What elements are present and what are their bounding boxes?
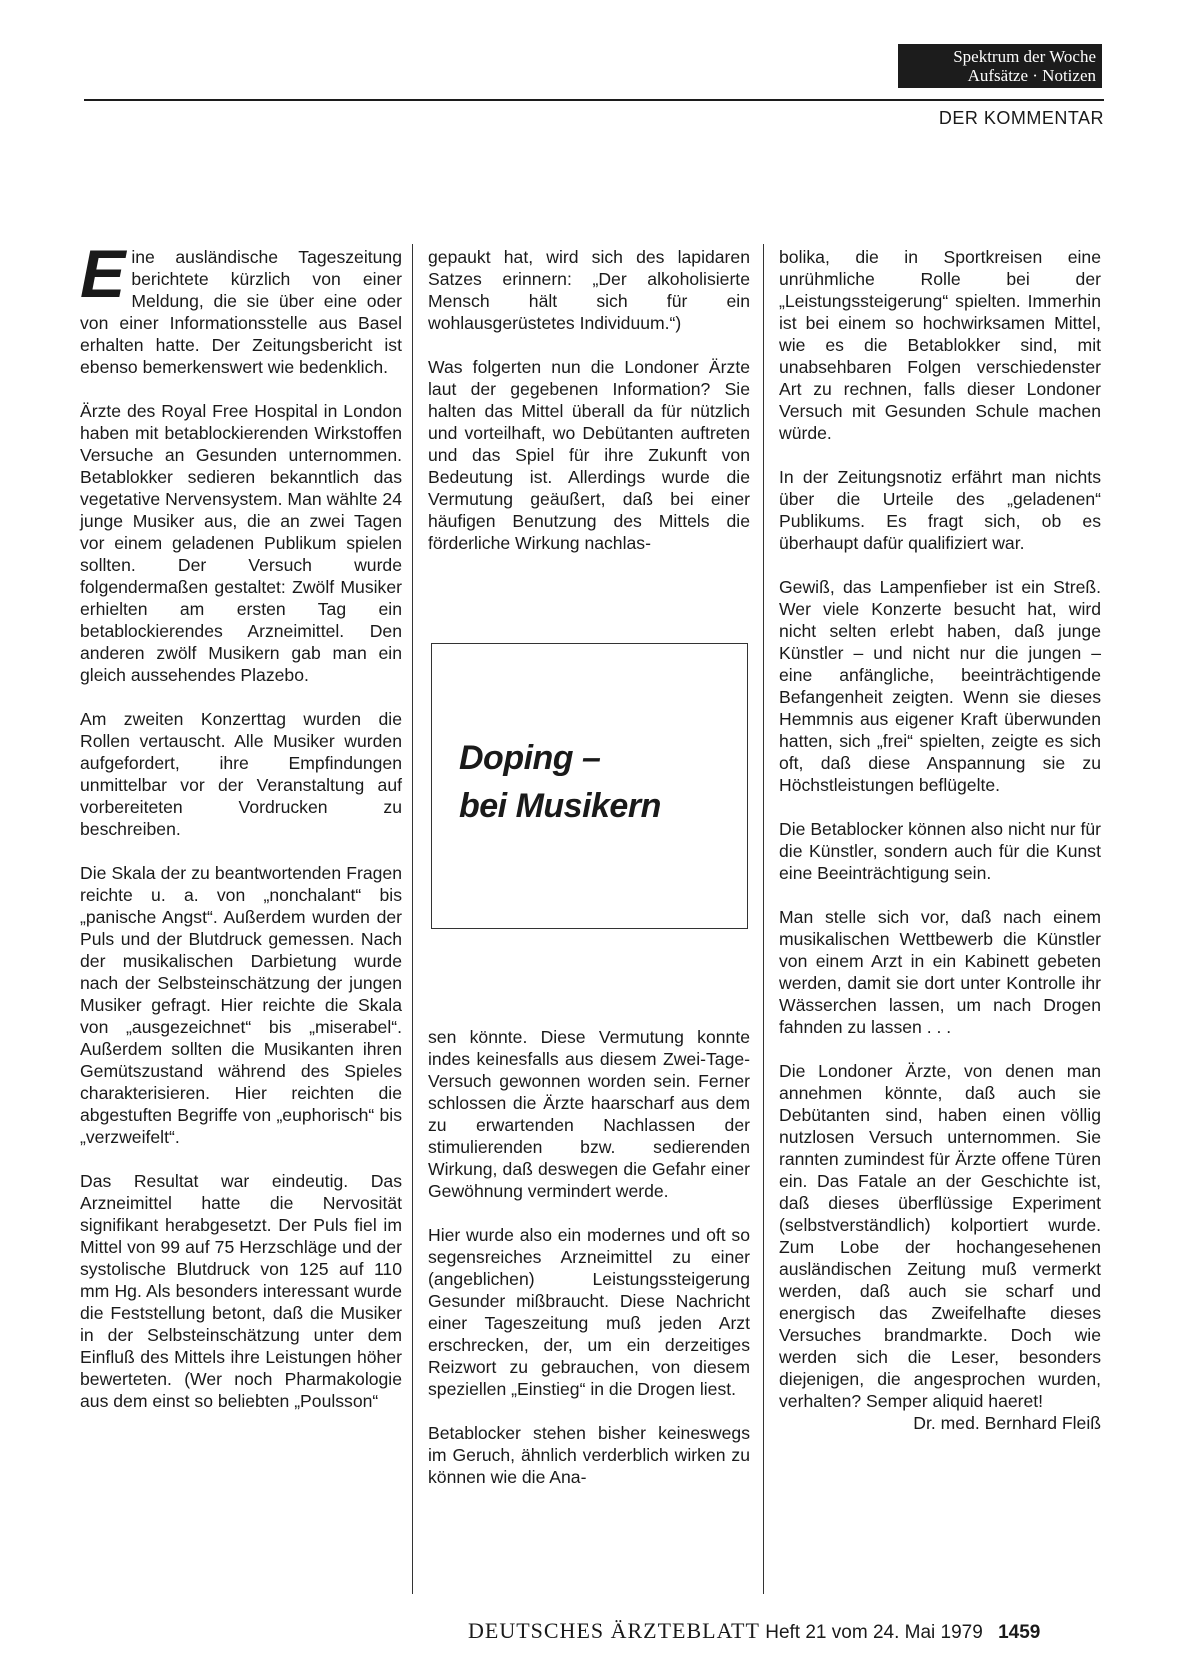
paragraph: bolika, die in Sportkreisen eine unrühmliche Rolle bei der „Leistungssteigerung“ spielten. Immerhin ist bei einem so hochwirksamen Mittel, wie es die Betablokker sind, mit unabsehbaren Folgen verschiedenster Art zu rechnen, falls dieser Londoner Versuch mit Gesunden Schule machen würde. xyxy=(779,247,1101,443)
section-badge xyxy=(898,44,1102,88)
article-column-2-top xyxy=(428,246,750,576)
badge-line-1: Spektrum der Woche xyxy=(953,47,1096,66)
paragraph: Betablocker stehen bisher keineswegs im Geruch, ähnlich verderblich wirken zu können wie die Ana- xyxy=(428,1423,750,1487)
paragraph: gepaukt hat, wird sich des lapidaren Satzes erinnern: „Der alkoholisierte Mensch hält sich für ein wohlausgerüstetes Individuum.“) xyxy=(428,247,750,333)
journal-name: DEUTSCHES ÄRZTEBLATT xyxy=(468,1618,760,1643)
article-title-box xyxy=(431,643,748,929)
paragraph: Was folgerten nun die Londoner Ärzte laut der gegebenen Information? Sie halten das Mittel überall da für nützlich und vorteilhaft, wo Debütanten auftreten und das Spiel für ihre Zukunft von Bedeutung ist. Allerdings wurde die Vermutung geäußert, daß bei einer häufigen Benutzung des Mittels die förderliche Wirkung nachlas- xyxy=(428,357,750,553)
article-column-1 xyxy=(80,236,402,1434)
column-divider xyxy=(763,244,764,1594)
article-column-3 xyxy=(779,246,1101,1456)
section-label: DER KOMMENTAR xyxy=(938,108,1104,128)
paragraph: Die Betablocker können also nicht nur für die Künstler, sondern auch für die Kunst eine Beeinträchtigung sein. xyxy=(779,819,1101,883)
paragraph: Die Skala der zu beantwortenden Fragen reichte u. a. von „nonchalant“ bis „panische Angst“. Außerdem wurden der Puls und der Blutdruck gemessen. Nach der musikalischen Darbietung wurde nach der Selbsteinschätzung der jungen Musiker gefragt. Hier reichte die Skala von „ausgezeichnet“ bis „miserabel“. Außerdem sollten die Musikanten ihren Gemütszustand während des Spieles charakterisieren. Hier reichten die abgestuften Begriffe von „euphorisch“ bis „verzweifelt“. xyxy=(80,863,402,1147)
paragraph: Am zweiten Konzerttag wurden die Rollen vertauscht. Alle Musiker wurden aufgefordert, ihre Empfindungen unmittelbar vor der Veranstaltung auf vorbereiteten Vordrucken zu beschreiben. xyxy=(80,709,402,839)
paragraph: sen könnte. Diese Vermutung konnte indes keinesfalls aus diesem Zwei-Tage-Versuch gewonnen worden sein. Ferner schlossen die Ärzte haarscharf aus dem zu erwartenden Nachlassen der stimulierenden bzw. sedierenden Wirkung, daß deswegen die Gefahr einer Gewöhnung vermindert werde. xyxy=(428,1027,750,1201)
drop-cap: E xyxy=(80,236,126,312)
article-column-2-bottom xyxy=(428,1026,750,1510)
paragraph: Eine ausländische Tageszeitung berichtete kürzlich von einer Meldung, die sie über eine oder von einer Informationsstelle aus Basel erhalten hatte. Der Zeitungsbericht ist ebenso bemerkenswert wie bedenklich. xyxy=(80,236,402,377)
page-number: 1459 xyxy=(998,1622,1041,1643)
page-footer xyxy=(468,1618,1040,1644)
article-title xyxy=(459,734,661,830)
title-line-1: Doping – xyxy=(459,739,601,777)
badge-line-2: Aufsätze · Notizen xyxy=(967,66,1096,85)
paragraph: Die Londoner Ärzte, von denen man annehmen könnte, daß auch sie Debütanten sind, haben einen völlig nutzlosen Versuch unternommen. Sie rannten zumindest für Ärzte offene Türen ein. Das Fatale an der Geschichte ist, daß dieses überflüssige Experiment (selbstverständlich) kolportiert wurde. Zum Lobe der hochangesehenen ausländischen Zeitung muß vermerkt werden, daß auch sie scharf und energisch das Zweifelhafte dieses Versuches brandmarkte. Doch wie werden sich die Leser, besonders diejenigen, die angesprochen wurden, verhalten? Semper aliquid haeret! xyxy=(779,1061,1101,1411)
title-line-2: bei Musikern xyxy=(459,787,661,825)
paragraph: Das Resultat war eindeutig. Das Arzneimittel hatte die Nervosität signifikant herabgesetzt. Der Puls fiel im Mittel von 99 auf 75 Herzschläge und der systolische Blutdruck von 125 auf 110 mm Hg. Als besonders interessant wurde die Feststellung betont, daß die Musiker in der Selbsteinschätzung unter dem Einfluß des Mittels ihre Leistungen höher bewerteten. (Wer noch Pharmakologie aus dem einst so beliebten „Poulsson“ xyxy=(80,1171,402,1411)
paragraph: Gewiß, das Lampenfieber ist ein Streß. Wer viele Konzerte besucht hat, wird nicht selten erlebt haben, daß junge Künstler – und nicht nur die jungen – eine anfängliche, beeinträchtigende Befangenheit zeigten. Wenn sie dieses Hemmnis aus eigener Kraft überwunden hatten, sich „frei“ spielten, zeigte es sich oft, daß diese Anspannung sie zu Höchstleistungen beflügelte. xyxy=(779,577,1101,795)
paragraph: Man stelle sich vor, daß nach einem musikalischen Wettbewerb die Künstler von einem Arzt in ein Kabinett gebeten werden, damit sie dort unter Kontrolle ihr Wässerchen lassen, um nach Drogen fahnden zu lassen . . . xyxy=(779,907,1101,1037)
issue-info: Heft 21 vom 24. Mai 1979 xyxy=(765,1622,983,1643)
paragraph: Ärzte des Royal Free Hospital in London haben mit betablockierenden Wirkstoffen Versuche an Gesunden unternommen. Betablokker sedieren bekanntlich das vegetative Nervensystem. Man wählte 24 junge Musiker aus, die an zwei Tagen vor einem geladenen Publikum spielen sollten. Der Versuch wurde folgendermaßen gestaltet: Zwölf Musiker erhielten am ersten Tag ein betablockierendes Arzneimittel. Den anderen zwölf Musikern gab man ein gleich aussehendes Plazebo. xyxy=(80,401,402,685)
header-rule xyxy=(84,99,1104,101)
paragraph: In der Zeitungsnotiz erfährt man nichts über die Urteile des „geladenen“ Publikums. Es fragt sich, ob es überhaupt dafür qualifiziert war. xyxy=(779,467,1101,553)
author-signature: Dr. med. Bernhard Fleiß xyxy=(913,1413,1101,1433)
paragraph: Hier wurde also ein modernes und oft so segensreiches Arzneimittel zu einer (angeblichen) Leistungssteigerung Gesunder mißbraucht. Diese Nachricht einer Tageszeitung muß jeden Arzt erschrecken, der, um ein derzeitiges Reizwort zu gebrauchen, von diesem speziellen „Einstieg“ in die Drogen liest. xyxy=(428,1225,750,1399)
column-divider xyxy=(412,244,413,1594)
